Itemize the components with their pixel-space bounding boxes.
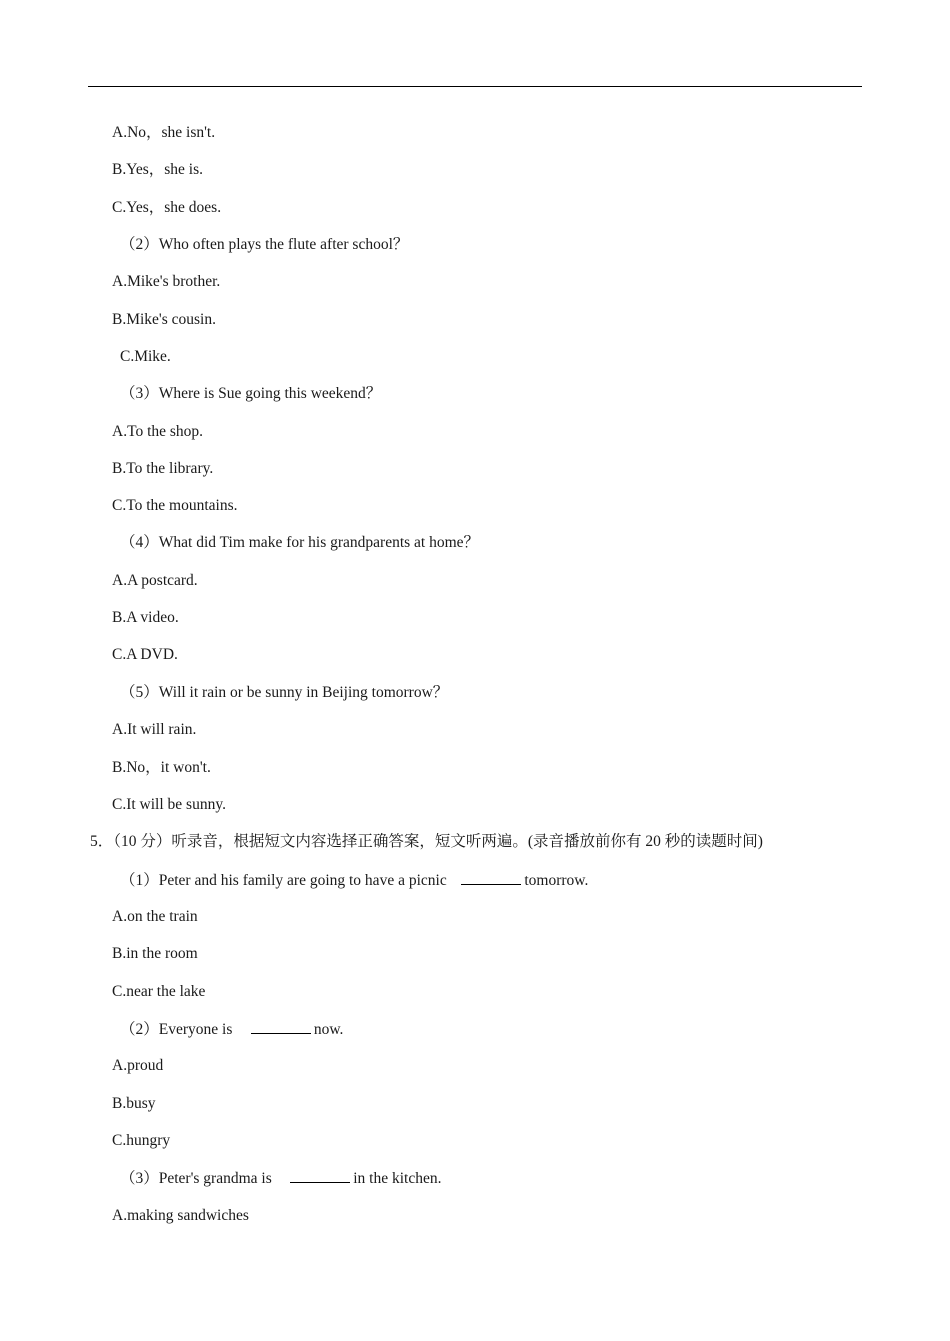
option: C.A DVD. — [112, 646, 178, 663]
answer-blank — [290, 1168, 350, 1183]
option: A.on the train — [112, 908, 198, 925]
question-stem: （3）Where is Sue going this weekend？ — [120, 385, 382, 402]
header-rule — [88, 86, 862, 87]
option: B.A video. — [112, 609, 179, 626]
answer-blank — [251, 1019, 311, 1034]
option: A.To the shop. — [112, 423, 204, 440]
question-stem: （4）What did Tim make for his grandparents at home？ — [120, 534, 480, 551]
section-header: 5．（10 分）听录音，根据短文内容选择正确答案，短文听两遍。(录音播放前你有 20 秒的读题时间) — [90, 833, 763, 850]
option: C.It will be sunny. — [112, 796, 226, 813]
option: C.hungry — [112, 1132, 171, 1149]
option: A.It will rain. — [112, 721, 197, 738]
answer-blank — [461, 870, 521, 885]
option: A.A postcard. — [112, 572, 198, 589]
option: A.making sandwiches — [112, 1207, 249, 1224]
option: B.Mike's cousin. — [112, 311, 216, 328]
option: C.Mike. — [120, 348, 171, 365]
option: A.Mike's brother. — [112, 273, 221, 290]
option: B.To the library. — [112, 460, 214, 477]
option: B.busy — [112, 1095, 156, 1112]
option: C.Yes，she does. — [112, 199, 222, 216]
option: C.To the mountains. — [112, 497, 238, 514]
option: A.proud — [112, 1057, 164, 1074]
option: B.in the room — [112, 945, 198, 962]
option: C.near the lake — [112, 983, 206, 1000]
option: B.Yes，she is. — [112, 161, 204, 178]
question-stem: （5）Will it rain or be sunny in Beijing tomorrow？ — [120, 684, 449, 701]
option: B.No，it won't. — [112, 759, 211, 776]
question-stem: （2）Who often plays the flute after school？ — [120, 236, 409, 253]
question-stem: （2）Everyone is now. — [120, 1021, 344, 1038]
question-stem: （3）Peter's grandma is in the kitchen. — [120, 1170, 442, 1187]
option: A.No，she isn't. — [112, 124, 216, 141]
question-stem: （1）Peter and his family are going to have a picnic tomorrow. — [120, 872, 589, 889]
